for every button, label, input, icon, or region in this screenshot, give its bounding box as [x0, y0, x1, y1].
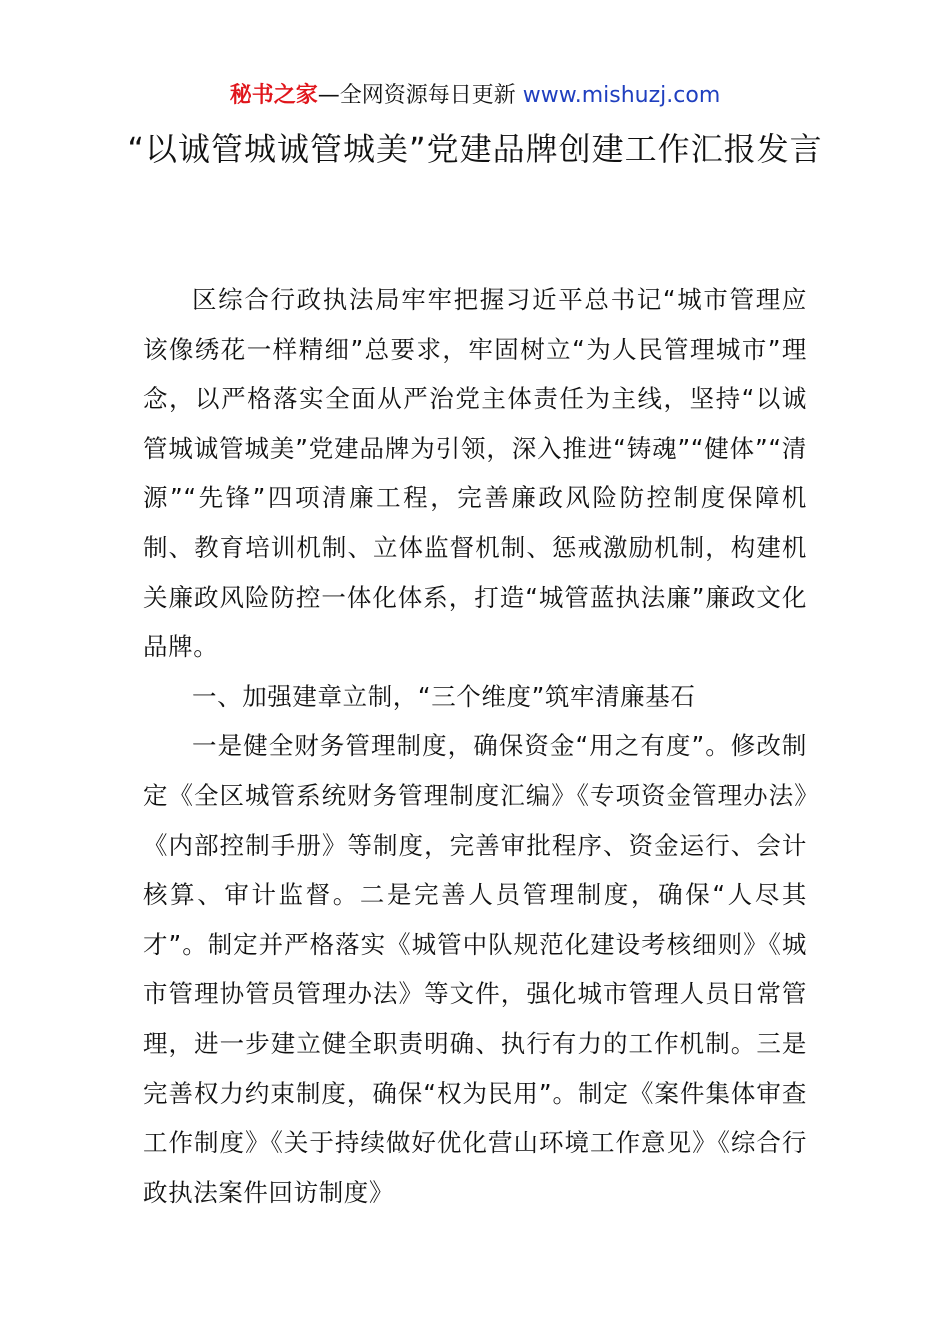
site-url-link[interactable]: www.mishuzj.com — [522, 83, 721, 108]
site-header — [0, 80, 950, 112]
intro-paragraph: 区综合行政执法局牢牢把握习近平总书记“城市管理应该像绣花一样精细”总要求，牢固树立“为人民管理城市”理念，以严格落实全面从严治党主体责任为主线，坚持“以诚管城诚管城美”党建品牌为引领，深入推进“铸魂”“健体”“清源”“先锋”四项清廉工程，完善廉政风险防控制度保障机制、教育培训机制、立体监督机制、惩戒激励机制，构建机关廉政风险防控一体化体系，打造“城管蓝执法廉”廉政文化品牌。 — [143, 285, 807, 662]
document-title: “以诚管城诚管城美”党建品牌创建工作汇报发言 — [127, 130, 823, 168]
section-heading: 一、加强建章立制，“三个维度”筑牢清廉基石 — [192, 681, 696, 711]
site-tagline: —全网资源每日更新 — [317, 83, 523, 108]
body-paragraph: 一是健全财务管理制度，确保资金“用之有度”。修改制定《全区城管系统财务管理制度汇编》《专项资金管理办法》《内部控制手册》等制度，完善审批程序、资金运行、会计核算、审计监督。二是完善人员管理制度，确保“人尽其才”。制定并严格落实《城管中队规范化建设考核细则》《城市管理协管员管理办法》等文件，强化城市管理人员日常管理，进一步建立健全职责明确、执行有力的工作机制。三是完善权力约束制度，确保“权为民用”。制定《案件集体审查工作制度》《关于持续做好优化营山环境工作意见》《综合行政执法案件回访制度》 — [143, 731, 807, 1207]
site-brand: 秘书之家 — [229, 83, 318, 108]
document-body — [143, 275, 807, 1217]
